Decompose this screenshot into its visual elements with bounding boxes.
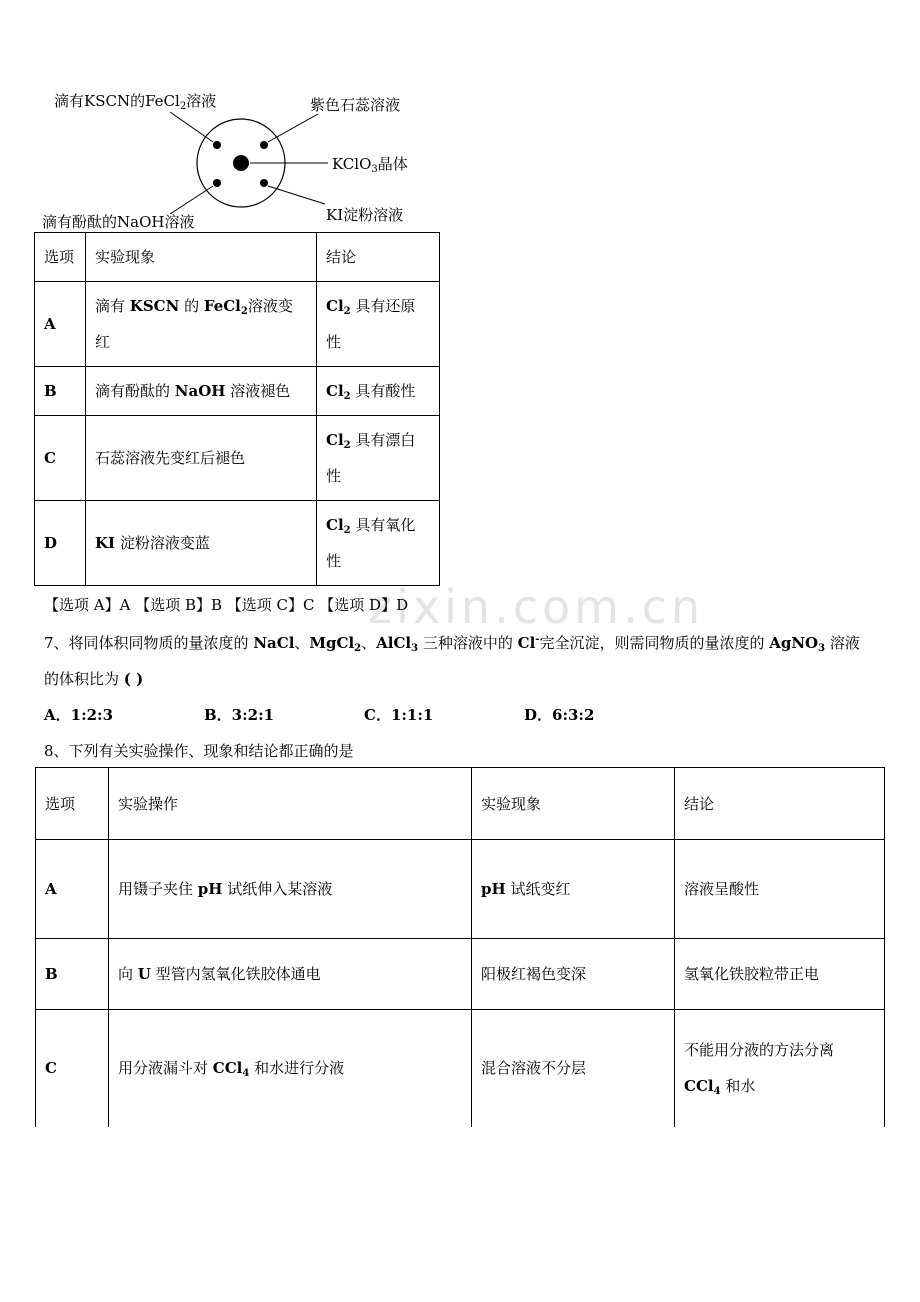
row-operation: 向 U 型管内氢氧化铁胶体通电 bbox=[109, 939, 472, 1010]
row-conclusion: 溶液呈酸性 bbox=[675, 840, 885, 939]
header-phenomenon: 实验现象 bbox=[472, 768, 675, 840]
row-option: D bbox=[35, 501, 86, 586]
row-phenomenon: 混合溶液不分层 bbox=[472, 1010, 675, 1127]
leader-line-ki bbox=[268, 186, 325, 204]
header-conclusion: 结论 bbox=[675, 768, 885, 840]
row-option: C bbox=[36, 1010, 109, 1127]
label-ki: KI淀粉溶液 bbox=[326, 206, 404, 224]
q7-option-b[interactable]: B．3:2:1 bbox=[204, 706, 275, 724]
table-header-row bbox=[35, 233, 440, 282]
label-kclo3: KClO$_3$晶体 bbox=[332, 155, 408, 175]
table-row bbox=[35, 416, 440, 501]
row-conclusion: $Cl_2$ 具有还原性 bbox=[317, 282, 440, 367]
row-conclusion: 氢氧化铁胶粒带正电 bbox=[675, 939, 885, 1010]
leader-line-litmus bbox=[268, 114, 318, 142]
header-conclusion: 结论 bbox=[317, 233, 440, 282]
header-operation: 实验操作 bbox=[109, 768, 472, 840]
table-row bbox=[35, 367, 440, 416]
q7-option-c[interactable]: C．1:1:1 bbox=[364, 706, 434, 724]
row-conclusion: $Cl_2$ 具有氧化性 bbox=[317, 501, 440, 586]
table-header-row bbox=[36, 768, 885, 840]
naoh-drop bbox=[213, 179, 221, 187]
header-option: 选项 bbox=[36, 768, 109, 840]
question-7-line-1: 7、将同体积同物质的量浓度的 NaCl、MgCl$_2$、AlCl$_3$ 三种溶液中的 Cl-完全沉淀，则需同物质的量浓度的 AgNO$_3$ 溶液 bbox=[44, 634, 860, 654]
table-row bbox=[36, 840, 885, 939]
q7-option-d[interactable]: D．6:3:2 bbox=[524, 706, 595, 724]
table-row bbox=[35, 501, 440, 586]
row-conclusion: 不能用分液的方法分离 CCl$_4$ 和水 bbox=[675, 1010, 885, 1127]
row-option: B bbox=[35, 367, 86, 416]
row-phenomenon: 滴有 KSCN 的 FeCl$_2$溶液变红 bbox=[86, 282, 317, 367]
header-option: 选项 bbox=[35, 233, 86, 282]
ki-drop bbox=[260, 179, 268, 187]
row-option: B bbox=[36, 939, 109, 1010]
row-option: A bbox=[35, 282, 86, 367]
row-phenomenon: pH 试纸变红 bbox=[472, 840, 675, 939]
table-row bbox=[36, 939, 885, 1010]
row-operation: 用分液漏斗对 CCl$_4$ 和水进行分液 bbox=[109, 1010, 472, 1127]
kclo3-crystal-dot bbox=[233, 155, 249, 171]
fecl2-drop bbox=[213, 141, 221, 149]
watermark: zixin.com.cn bbox=[368, 580, 705, 634]
table-row bbox=[35, 282, 440, 367]
phenomena-table bbox=[34, 232, 440, 586]
row-phenomenon: 石蕊溶液先变红后褪色 bbox=[86, 416, 317, 501]
header-phenomenon: 实验现象 bbox=[86, 233, 317, 282]
question-7-line-2: 的体积比为 ( ) bbox=[44, 670, 144, 688]
leader-line-fecl2 bbox=[170, 112, 213, 142]
apparatus-diagram bbox=[40, 84, 440, 232]
question-8-title: 8、下列有关实验操作、现象和结论都正确的是 bbox=[44, 742, 354, 760]
row-phenomenon: 滴有酚酞的 NaOH 溶液褪色 bbox=[86, 367, 317, 416]
label-litmus: 紫色石蕊溶液 bbox=[310, 96, 401, 114]
litmus-drop bbox=[260, 141, 268, 149]
row-option: C bbox=[35, 416, 86, 501]
q7-option-a[interactable]: A．1:2:3 bbox=[44, 706, 114, 724]
row-phenomenon: 阳极红褐色变深 bbox=[472, 939, 675, 1010]
experiment-table bbox=[35, 767, 885, 1127]
row-conclusion: $Cl_2$ 具有漂白性 bbox=[317, 416, 440, 501]
row-conclusion: $Cl_2$ 具有酸性 bbox=[317, 367, 440, 416]
row-option: A bbox=[36, 840, 109, 939]
row-phenomenon: KI 淀粉溶液变蓝 bbox=[86, 501, 317, 586]
answer-options-line: 【选项 A】A 【选项 B】B 【选项 C】C 【选项 D】D bbox=[44, 596, 409, 614]
table-row bbox=[36, 1010, 885, 1127]
label-fecl2: 滴有KSCN的FeCl$_2$溶液 bbox=[54, 92, 217, 112]
leader-line-naoh bbox=[170, 186, 213, 214]
label-naoh: 滴有酚酞的NaOH溶液 bbox=[42, 213, 195, 231]
row-operation: 用镊子夹住 pH 试纸伸入某溶液 bbox=[109, 840, 472, 939]
